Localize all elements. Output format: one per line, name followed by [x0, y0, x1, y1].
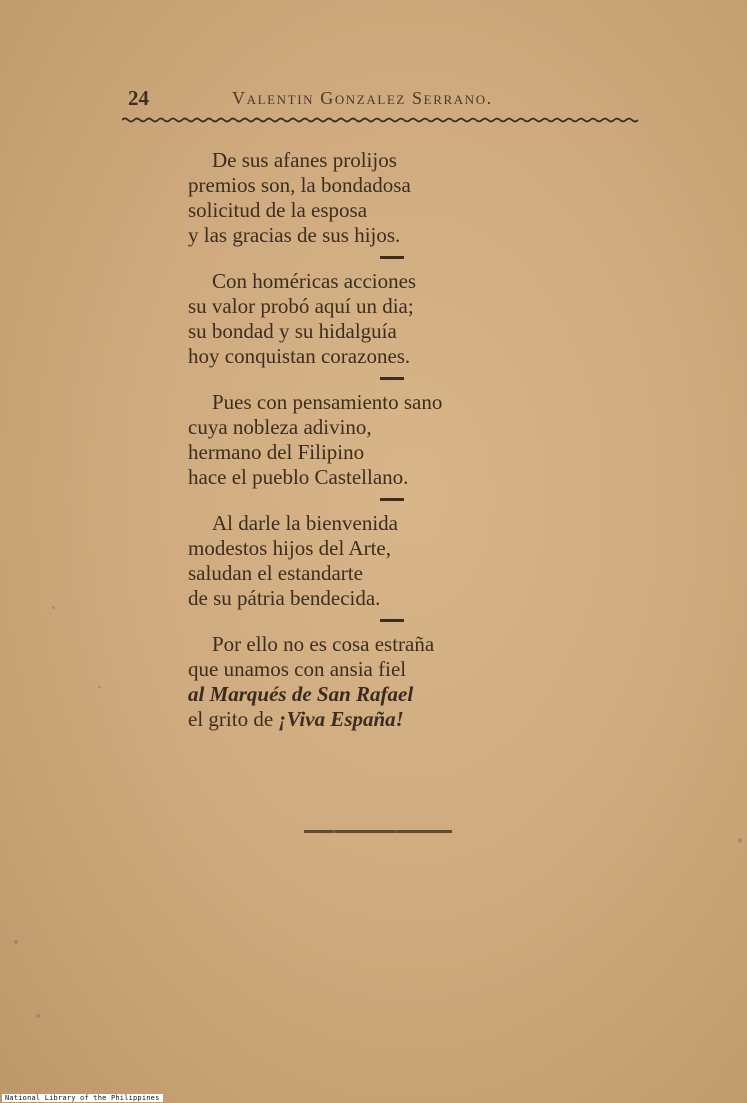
- poem-line: Por ello no es cosa estraña: [212, 632, 435, 656]
- poem-line-final: [188, 707, 548, 732]
- paper-spot: [52, 606, 55, 609]
- stanza-4: [188, 511, 548, 611]
- library-credit: National Library of the Philippines: [2, 1094, 163, 1102]
- viva-espana-exclamation: ¡Viva España!: [278, 707, 404, 731]
- stanza-separator-dash: [380, 377, 404, 380]
- poem-line: Pues con pensamiento sano: [212, 390, 443, 414]
- page-number: 24: [128, 86, 149, 110]
- poem-line-dedication: al Marqués de San Rafael: [188, 682, 414, 706]
- stanza-separator-dash: [380, 256, 404, 259]
- poem-line: cuya nobleza adivino,: [188, 415, 372, 439]
- header-wavy-rule: [122, 117, 640, 123]
- stanza-1: [188, 148, 548, 248]
- stanza-2: [188, 269, 548, 369]
- stanza-5: [188, 632, 548, 732]
- poem-line: hoy conquistan corazones.: [188, 344, 411, 368]
- running-head: Valentin Gonzalez Serrano.: [232, 88, 493, 108]
- poem-line: su bondad y su hidalguía: [188, 319, 397, 343]
- poem-line: saludan el estandarte: [188, 561, 363, 585]
- poem-line: de su pátria bendecida.: [188, 586, 381, 610]
- stanza-3: [188, 390, 548, 490]
- stanza-separator-dash: [380, 619, 404, 622]
- poem-line: Con homéricas acciones: [212, 269, 417, 293]
- poem-line: hace el pueblo Castellano.: [188, 465, 409, 489]
- poem-line: De sus afanes prolijos: [212, 148, 397, 172]
- stanza-separator-dash: [380, 498, 404, 501]
- poem-line: premios son, la bondadosa: [188, 173, 411, 197]
- poem-line: solicitud de la esposa: [188, 198, 368, 222]
- paper-spot: [738, 838, 742, 843]
- poem-line: y las gracias de sus hijos.: [188, 223, 401, 247]
- poem: [188, 148, 548, 732]
- poem-line: hermano del Filipino: [188, 440, 365, 464]
- poem-line: modestos hijos del Arte,: [188, 536, 391, 560]
- poem-line: Al darle la bienvenida: [212, 511, 399, 535]
- page-header: [128, 86, 638, 116]
- poem-line: que unamos con ansia fiel: [188, 657, 407, 681]
- paper-spot: [36, 1014, 41, 1018]
- poem-line: su valor probó aquí un dia;: [188, 294, 414, 318]
- end-ornament-rule: [304, 830, 452, 833]
- poem-line-final-text: el grito de: [188, 707, 279, 731]
- paper-spot: [98, 686, 101, 688]
- paper-spot: [14, 940, 18, 944]
